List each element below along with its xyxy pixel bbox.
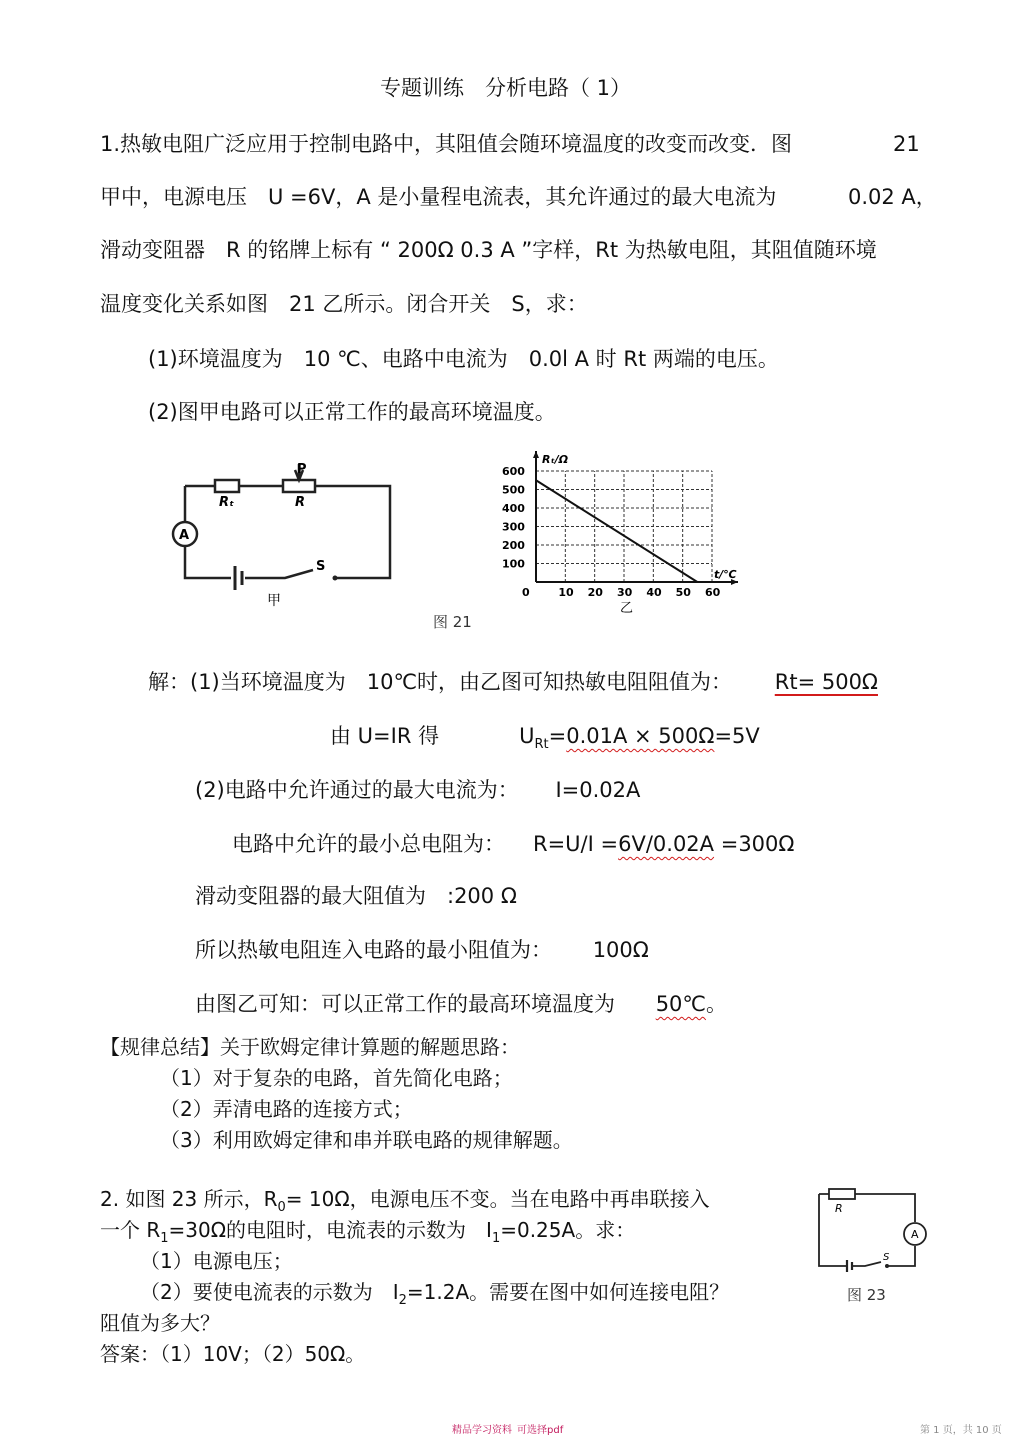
y-tick-label: 600	[502, 465, 525, 478]
y-tick-label: 300	[502, 520, 525, 534]
solution-2-end: =5V	[714, 724, 760, 748]
summary-item-3: （3）利用欧姆定律和串并联电路的规律解题。	[160, 1128, 573, 1152]
solution-2-text: 由 U=IR 得	[330, 724, 440, 748]
q2-l1-sub: 0	[277, 1200, 286, 1215]
footer-left-1: 精品学习资料	[452, 1425, 512, 1436]
solution-3-text: (2)电路中允许通过的最大电流为：	[195, 778, 519, 802]
q1-part-1: (1)环境温度为 10 ℃、电路中电流为 0.0l A 时 Rt 两端的电压。	[148, 347, 779, 371]
circuit-switch-label: S	[316, 559, 326, 574]
solution-line-5: 滑动变阻器的最大阻值为 :200 Ω	[195, 884, 517, 908]
q2-line-1	[100, 1186, 710, 1221]
solution-7-text: 由图乙可知：可以正常工作的最高环境温度为	[195, 992, 615, 1016]
x-tick-label: 10	[558, 586, 574, 599]
circuit-diagram-jia	[165, 458, 425, 618]
y-tick-label: 500	[502, 483, 525, 497]
solution-1-value: Rt= 500Ω	[774, 670, 878, 694]
solution-7-value: 50℃	[655, 992, 706, 1016]
solution-4-text: 电路中允许的最小总电阻为：	[232, 832, 505, 856]
q2-l2-sub: 1	[160, 1231, 169, 1246]
summary-item-1: （1）对于复杂的电路，首先简化电路；	[160, 1066, 513, 1090]
solution-line-3	[195, 776, 640, 804]
summary-item-2: （2）弄清电路的连接方式；	[160, 1097, 413, 1121]
x-tick-label: 0	[522, 586, 530, 599]
solution-line-2	[330, 722, 760, 759]
q1-line-1: 1.热敏电阻广泛应用于控制电路中，其阻值会随环境温度的改变而改变．图	[100, 132, 793, 156]
q2-l1-a: 2. 如图 23 所示，R	[100, 1187, 278, 1211]
solution-3-value: I=0.02A	[555, 778, 641, 802]
q1-part-2: (2)图甲电路可以正常工作的最高环境温度。	[148, 400, 556, 424]
circuit-rt-label: Rₜ	[219, 495, 235, 510]
solution-2-u: U	[519, 724, 535, 748]
q1-line-2-end: 0.02 A，	[848, 185, 937, 209]
y-tick-label: 100	[502, 557, 525, 571]
x-axis-label: t/℃	[714, 568, 737, 581]
fig23-a-label: A	[911, 1228, 919, 1241]
q1-line-3: 滑动变阻器 R 的铭牌上标有 “ 200Ω 0.3 A ”字样，Rt 为热敏电阻，其阻值随环境	[100, 238, 877, 262]
solution-1-text: 解：(1)当环境温度为 10℃时，由乙图可知热敏电阻阻值为：	[148, 670, 733, 694]
y-axis-label: Rₜ/Ω	[542, 453, 569, 466]
q2-line-2	[100, 1217, 635, 1252]
solution-line-4	[232, 830, 794, 858]
solution-2-eq: =	[548, 724, 567, 748]
solution-6-text: 所以热敏电阻连入电路的最小阻值为：	[195, 938, 552, 962]
y-tick-label: 400	[502, 502, 525, 515]
graph-sub-label: 乙	[620, 601, 634, 616]
q1-line-1-end: 21	[893, 132, 920, 156]
x-tick-label: 30	[617, 586, 633, 599]
solution-4-c: =300Ω	[714, 832, 795, 856]
figure-23-caption: 图 23	[847, 1286, 886, 1304]
solution-4-b: 6V/0.02A	[618, 832, 715, 856]
y-tick-label: 200	[502, 539, 525, 552]
solution-line-7	[195, 990, 727, 1018]
q2-l4-b: =1.2A。需要在图中如何连接电阻？	[406, 1280, 730, 1304]
circuit-sub-label: 甲	[267, 593, 281, 609]
footer-left-2: 可选择pdf	[517, 1425, 564, 1436]
q2-line-4	[140, 1279, 729, 1314]
circuit-ammeter-label: A	[179, 528, 190, 543]
q2-l1-b: = 10Ω，电源电压不变。当在电路中再串联接入	[285, 1187, 710, 1211]
x-tick-label: 20	[587, 586, 603, 599]
fig23-s-label: S	[883, 1252, 890, 1263]
circuit-r-label: R	[295, 495, 306, 510]
q2-l2-c: =0.25A。求：	[500, 1218, 636, 1242]
y-axis-arrow	[533, 451, 539, 458]
solution-2-value: 0.01A × 500Ω	[566, 724, 715, 748]
solution-6-value: 100Ω	[592, 938, 649, 962]
figure-21-caption: 图 21	[433, 613, 472, 631]
q2-l4-a: （2）要使电流表的示数为 I	[140, 1280, 399, 1304]
q2-l2-b: =30Ω的电阻时，电流表的示数为 I	[168, 1218, 492, 1242]
solution-line-6	[195, 936, 649, 964]
q2-l2-sub2: 1	[491, 1231, 501, 1246]
q2-line-3: （1）电源电压；	[140, 1249, 293, 1273]
q2-answer: 答案：（1）10V；（2）50Ω。	[100, 1342, 366, 1366]
solution-2-sub: Rt	[534, 737, 549, 753]
thermistor-graph-yi	[496, 436, 756, 616]
summary-heading: 【规律总结】关于欧姆定律计算题的解题思路：	[100, 1035, 520, 1059]
footer-right: 第 1 页，共 10 页	[920, 1425, 1002, 1436]
q2-line-5: 阻值为多大？	[100, 1311, 220, 1335]
solution-4-a: R=U/I =	[533, 832, 619, 856]
q1-line-4: 温度变化关系如图 21 乙所示。闭合开关 S，求：	[100, 292, 588, 316]
series-line	[536, 480, 697, 582]
x-tick-label: 50	[675, 586, 691, 599]
q1-line-2: 甲中，电源电压 U =6V，A 是小量程电流表，其允许通过的最大电流为	[100, 185, 777, 209]
q2-l4-sub: 2	[398, 1293, 407, 1308]
circuit-p-label: P	[297, 462, 307, 477]
x-tick-label: 60	[705, 586, 721, 599]
fig23-r-label: R	[835, 1202, 843, 1215]
q2-l2-a: 一个 R	[100, 1218, 161, 1242]
page-title: 专题训练 分析电路（ 1）	[380, 76, 632, 100]
x-tick-label: 40	[646, 586, 662, 599]
solution-line-1	[148, 668, 878, 696]
solution-7-end: 。	[706, 992, 727, 1016]
